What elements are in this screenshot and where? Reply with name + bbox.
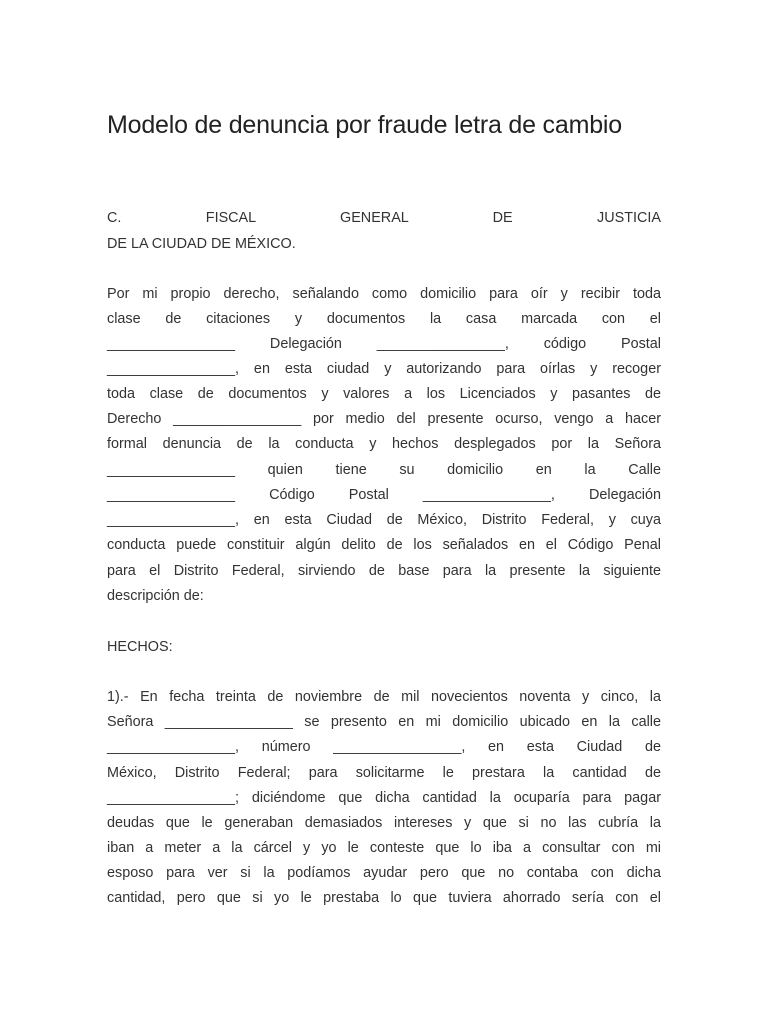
text-line: ________________, en esta ciudad y autorizando para oírlas y recoger <box>107 361 661 377</box>
text-line: formal denuncia de la conducta y hechos desplegados por la Señora <box>107 436 661 452</box>
text-line: ________________ quien tiene su domicilio en la Calle <box>107 462 661 478</box>
text-line: deudas que le generaban demasiados intereses y que si no las cubría la <box>107 815 661 831</box>
text-line: para el Distrito Federal, sirviendo de base para la presente la siguiente <box>107 563 661 579</box>
text-line: DE LA CIUDAD DE MÉXICO. <box>107 236 296 252</box>
text-line: ________________, en esta Ciudad de México, Distrito Federal, y cuya <box>107 512 661 528</box>
section-heading: HECHOS: <box>107 639 173 655</box>
text-line: toda clase de documentos y valores a los Licenciados y pasantes de <box>107 386 661 402</box>
text-line: conducta puede constituir algún delito de los señalados en el Código Penal <box>107 537 661 553</box>
text-line: ________________ Delegación ________________, código Postal <box>107 336 661 352</box>
text-line: iban a meter a la cárcel y yo le conteste que lo iba a consultar con mi <box>107 840 661 856</box>
text-line: Por mi propio derecho, señalando como domicilio para oír y recibir toda <box>107 286 661 302</box>
text-line: México, Distrito Federal; para solicitarme le prestara la cantidad de <box>107 765 661 781</box>
document-title: Modelo de denuncia por fraude letra de cambio <box>107 111 622 139</box>
text-line: esposo para ver si la podíamos ayudar pero que no contaba con dicha <box>107 865 661 881</box>
text-line: ________________, número ________________, en esta Ciudad de <box>107 739 661 755</box>
text-line: ________________ Código Postal ________________, Delegación <box>107 487 661 503</box>
text-line: descripción de: <box>107 588 204 604</box>
text-line: Derecho ________________ por medio del presente ocurso, vengo a hacer <box>107 411 661 427</box>
text-line: Señora ________________ se presento en mi domicilio ubicado en la calle <box>107 714 661 730</box>
text-line: cantidad, pero que si yo le prestaba lo que tuviera ahorrado sería con el <box>107 890 661 906</box>
text-line: ________________; diciéndome que dicha cantidad la ocuparía para pagar <box>107 790 661 806</box>
text-line: clase de citaciones y documentos la casa marcada con el <box>107 311 661 327</box>
text-line: 1).- En fecha treinta de noviembre de mil novecientos noventa y cinco, la <box>107 689 661 705</box>
text-line: C. FISCAL GENERAL DE JUSTICIA <box>107 210 661 226</box>
